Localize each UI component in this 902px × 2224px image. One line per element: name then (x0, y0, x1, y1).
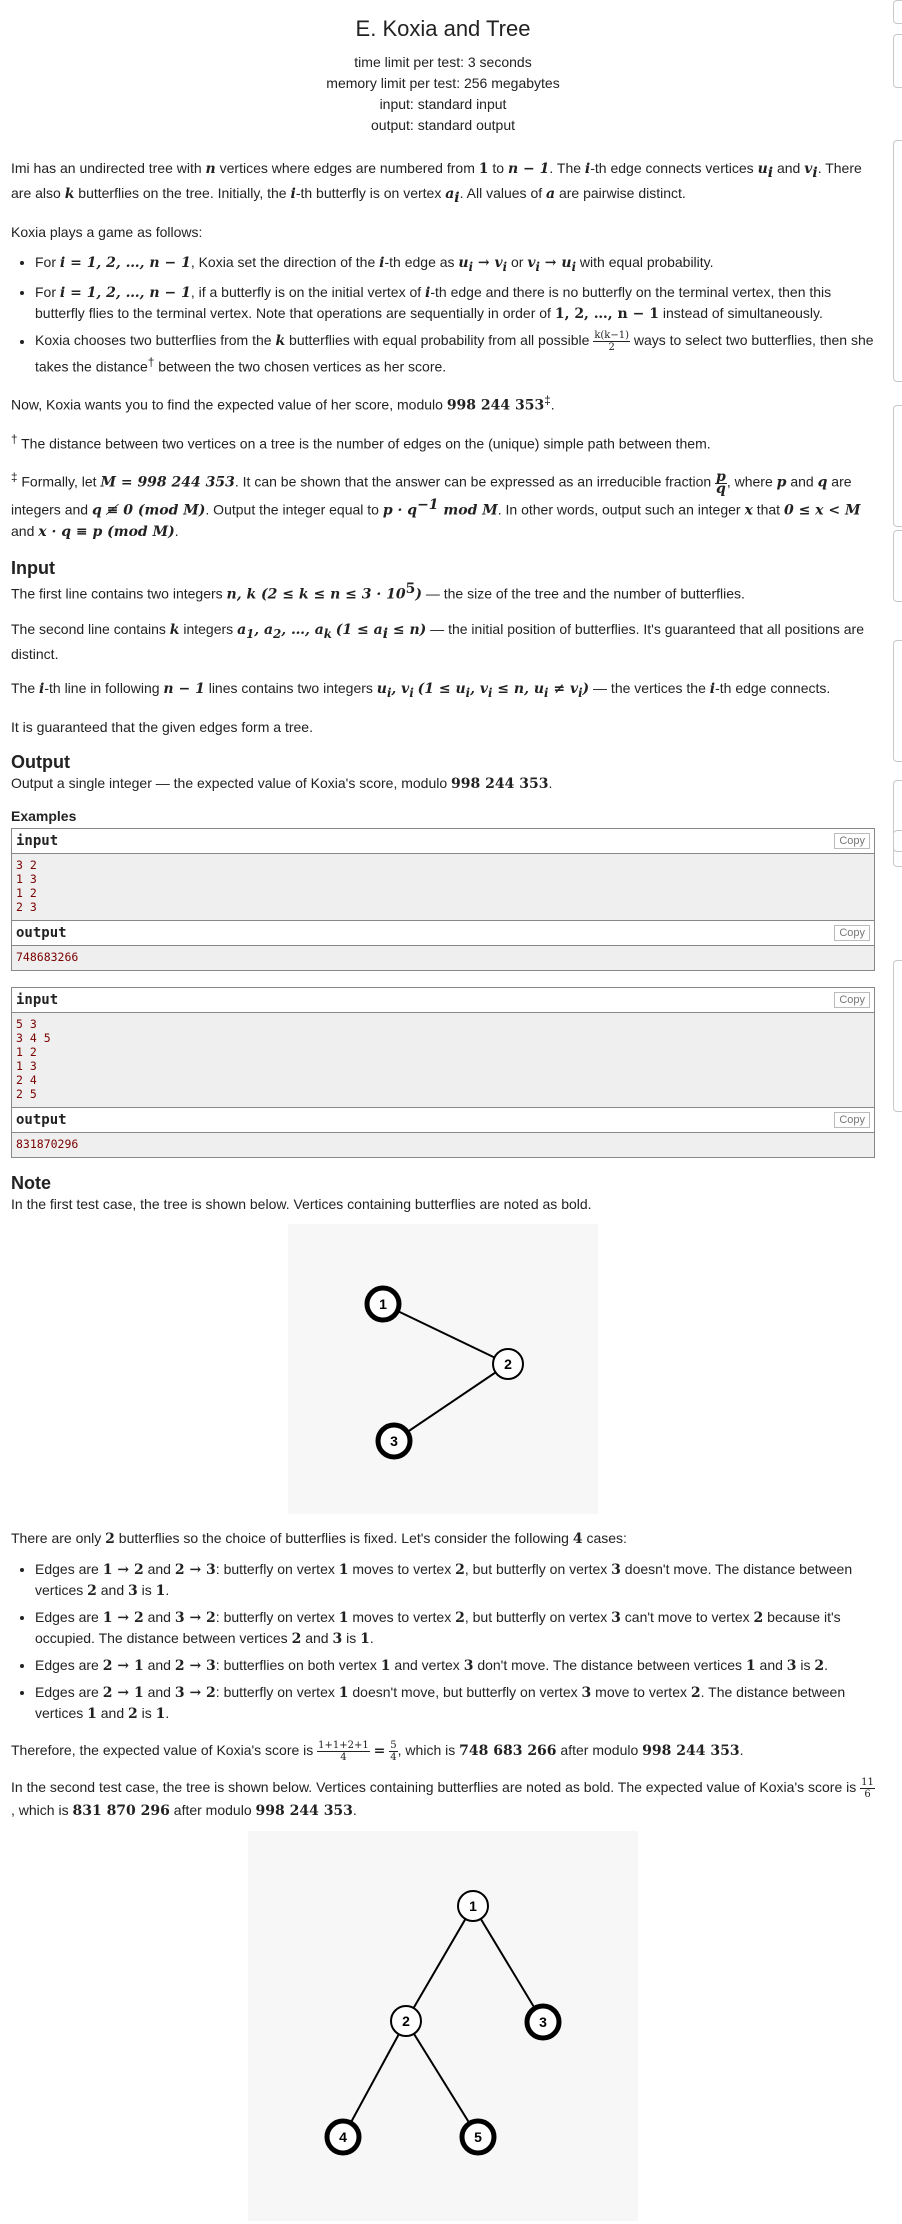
binomial-fraction: $\frac{k(k-1)}{2}$ (594, 330, 629, 354)
list-item: • For i = 1, 2, …, n − 1, if a butterfly is on the initial vertex of i-th edge and there is no butterfly on the terminal vertex, then this butterfly flies to the terminal vertex. Note that operations are sequentially in order of 1, 2, …, n − 1 instead of simultaneously. (35, 282, 875, 324)
right-sidebar-edge (893, 0, 902, 2160)
sample-input-2[interactable]: 5 3 3 4 5 1 2 1 3 2 4 2 5 (12, 1013, 874, 1108)
input-source: input: standard input (379, 96, 507, 112)
vertex-label: 2 (504, 1355, 512, 1372)
sidebar-box-edge (893, 640, 902, 762)
input-label: input (16, 832, 59, 849)
input-label: input (16, 991, 59, 1008)
list-item: • Edges are 1 → 2 and 3 → 2: butterfly on vertex 1 moves to vertex 2, but butterfly on vertex 3 can't move to vertex 2 because it's occupied. The distance between vertices 2 and 3 is 1. (35, 1607, 875, 1649)
tree-node (367, 1288, 399, 1320)
output-target: output: standard output (371, 117, 515, 133)
note-paragraph-1: In the first test case, the tree is shown below. Vertices containing butterflies are noted as bold. (11, 1195, 592, 1212)
copy-output-button[interactable]: Copy (834, 925, 870, 941)
sidebar-box-edge (893, 140, 902, 382)
note-paragraph-4: In the second test case, the tree is shown below. Vertices containing butterflies are noted as bold. The expected value of Koxia's score is $\frac{11}{6}$ , which is 831 870 296 after modulo 998 244 353. (11, 1776, 874, 1819)
legend-paragraph: Imi has an undirected tree with n vertices where edges are numbered from 1 to n − 1. The i-th edge connects vertices $u_i$ and $v_i$. There are also k butterflies on the tree. Initially, the i-th butterfly is on vertex $a_i$. All values of a are pairwise distinct. (11, 160, 862, 206)
footnote-distance: † The distance between two vertices on a tree is the number of edges on the (unique) simple path between them. (11, 432, 711, 452)
tree-node (327, 2121, 359, 2153)
output-label: output (16, 924, 67, 941)
input-line-1: The first line contains two integers n, k $(2 \le k \le n \le 3 \cdot 10^5)$ — the size of the tree and the number of butterflies. (11, 581, 745, 604)
problem-statement (11, 12, 875, 2221)
output-label: output (16, 1111, 67, 1128)
sample-input-1[interactable]: 3 2 1 3 1 2 2 3 (12, 854, 874, 921)
sidebar-box-edge (893, 960, 902, 1112)
tree-edge (406, 1906, 473, 2021)
game-intro: Koxia plays a game as follows: (11, 223, 203, 240)
sidebar-box-edge (893, 780, 902, 867)
tree-node (462, 2121, 494, 2153)
list-item: • Edges are 1 → 2 and 2 → 3: butterfly on vertex 1 moves to vertex 2, but butterfly on vertex 3 doesn't move. The distance between vertices 2 and 3 is 1. (35, 1559, 875, 1601)
list-item: • Koxia chooses two butterflies from the k butterflies with equal probability from all possible $\frac{k(k-1)}{2}$ ways to select two butterflies, then she takes the distance† between the two chosen vertices as her score. (35, 330, 875, 377)
tree-edge (343, 2021, 406, 2137)
copy-input-button[interactable]: Copy (834, 992, 870, 1008)
tree-edges (343, 1906, 543, 2137)
vertex-label: 3 (390, 1432, 398, 1449)
tree-figure-1 (288, 1224, 598, 1514)
tree-figure-2 (248, 1831, 638, 2221)
tree-edges (383, 1304, 508, 1441)
vertex-label: 2 (402, 2012, 410, 2029)
note-paragraph-2: There are only 2 butterflies so the choice of butterflies is fixed. Let's consider the following 4 cases: (11, 1529, 627, 1547)
list-item: • For i = 1, 2, …, n − 1, Koxia set the direction of the i-th edge as $u_i \to v_i$ or $v_i \to u_i$ with equal probability. (35, 252, 875, 277)
sample-test-1 (11, 828, 875, 971)
task-paragraph: Now, Koxia wants you to find the expected value of her score, modulo 998 244 353‡. (11, 394, 555, 414)
tree-edge (383, 1304, 508, 1364)
sample-output-2[interactable]: 831870296 (12, 1133, 874, 1157)
vertex-label: 3 (539, 2013, 547, 2030)
tree-diagram-2 (248, 1831, 638, 2221)
vertex-label: 4 (339, 2128, 347, 2145)
tree-node (391, 2006, 421, 2036)
problem-title: E. Koxia and Tree (355, 16, 531, 41)
pq-fraction: $\frac{p}{q}$ (716, 468, 726, 497)
output-line: Output a single integer — the expected value of Koxia's score, modulo 998 244 353. (11, 774, 553, 792)
vertex-label: 1 (469, 1897, 477, 1914)
input-line-4: It is guaranteed that the given edges form a tree. (11, 718, 313, 735)
tree-diagram-1 (288, 1224, 598, 1514)
note-heading: Note (11, 1172, 51, 1193)
note-paragraph-3: Therefore, the expected value of Koxia's score is $\frac{1+1+2+1}{4}$ = $\frac{5}{4}$ , which is 748 683 266 after modulo 998 244 353. (11, 1739, 744, 1763)
list-item: • Edges are 2 → 1 and 3 → 2: butterfly on vertex 1 doesn't move, but butterfly on vertex 3 move to vertex 2. The distance between vertices 1 and 2 is 1. (35, 1682, 875, 1724)
memory-limit: memory limit per test: 256 megabytes (326, 75, 560, 91)
copy-input-button[interactable]: Copy (834, 833, 870, 849)
footnote-modulo: ‡ Formally, let M = 998 244 353. It can be shown that the answer can be expressed as an irreducible fraction $\frac{p}{q}$ , where p and q are integers and q ≢ 0 (mod M). Output the integer equal to $p \cdot q^{-1}$ mod M. In other words, output such an integer x that 0 ≤ x < M and x · q ≡ p (mod M). (11, 468, 861, 541)
tree-node (493, 1349, 523, 1379)
vertex-label: 5 (474, 2128, 482, 2145)
input-heading: Input (11, 558, 55, 579)
sidebar-box-edge (893, 830, 902, 852)
sidebar-box-edge (893, 0, 902, 24)
input-line-2: The second line contains k integers $a_1$, $a_2$, …, $a_k$ $(1 \le a_i \le n)$ — the initial position of butterflies. It's guaranteed that all positions are distinct. (11, 621, 864, 662)
tree-edge (406, 2021, 478, 2137)
copy-output-button[interactable]: Copy (834, 1112, 870, 1128)
game-steps-list (11, 252, 875, 377)
examples-heading: Examples (11, 807, 77, 824)
sample-test-2 (11, 987, 875, 1158)
cases-list (11, 1559, 875, 1724)
tree-node (527, 2006, 559, 2038)
tree-node (378, 1425, 410, 1457)
sidebar-box-edge (893, 34, 902, 88)
list-item: • Edges are 2 → 1 and 2 → 3: butterflies on both vertex 1 and vertex 3 don't move. The distance between vertices 1 and 3 is 2. (35, 1655, 875, 1676)
vertex-label: 1 (379, 1295, 387, 1312)
sample-output-1[interactable]: 748683266 (12, 946, 874, 970)
input-line-3: The i-th line in following n − 1 lines contains two integers $u_i$, $v_i$ ($1 \le u_i$, $v_i \le n$, $u_i \ne v_i$) — the vertices the i-th edge connects. (11, 679, 831, 700)
tree-edge (394, 1364, 508, 1441)
tree-edge (473, 1906, 543, 2022)
time-limit: time limit per test: 3 seconds (354, 54, 532, 70)
output-heading: Output (11, 751, 70, 772)
sidebar-box-edge (893, 405, 902, 527)
sidebar-box-edge (893, 530, 902, 602)
tree-node (458, 1891, 488, 1921)
